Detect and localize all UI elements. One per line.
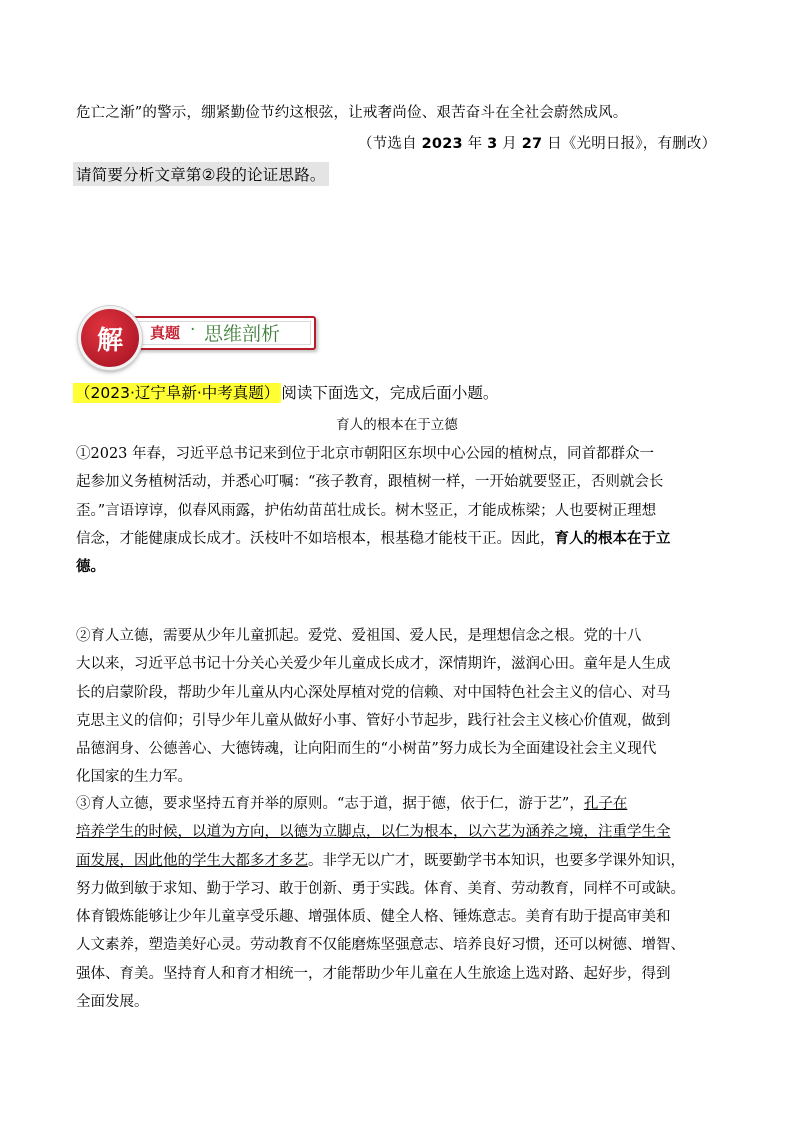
bold-thesis: 育人的根本在于立 (554, 529, 671, 547)
exam-intro (73, 381, 498, 403)
section-banner (74, 306, 324, 362)
banner-red-text: 真题 (150, 324, 181, 342)
underlined-text: 面发展，因此他的学生大都多才多艺 (76, 852, 308, 869)
banner-label-box (126, 316, 316, 350)
underlined-text: 孔子在 (583, 796, 628, 812)
exam-source-tag: （2023·辽宁阜新·中考真题） (75, 384, 280, 402)
banner-green-text: 思维剖析 (204, 323, 281, 345)
banner-badge-char: 解 (96, 325, 123, 356)
paragraph-1: ①2023 年春，习近平总书记来到位于北京市朝阳区东坝中心公园的植树点，同首都群众一 起参加义务植树活动，并悉心叮嘱：“孩子教育，跟植树一样，一开始就要竖正，否则就会长 歪。”言语谆谆，似春风雨露，护佑幼苗茁壮成长。树木竖正，才能成栋梁；人也要树正理想 信念，才能健康成长成才。沃枝叶不如培根本，根基稳才能枝干正。因此，育人的根本在于立 德。 (76, 440, 722, 581)
paragraph-2: ②育人立德，需要从少年儿童抓起。爱党、爱祖国、爱人民，是理想信念之根。党的十八 大以来，习近平总书记十分关心关爱少年儿童成长成才，深情期许，滋润心田。童年是人生成 长的启蒙阶段，帮助少年儿童从内心深处厚植对党的信赖、对中国特色社会主义的信心、对马 克思主义的信仰；引导少年儿童从做好小事、管好小节起步，践行社会主义核心价值观，做到 品德润身、公德善心、大德铸魂，让向阳而生的“小树苗”努力成长为全面建设社会主义现代 化国家的生力军。 (76, 628, 671, 786)
article-title: 育人的根本在于立德 (336, 417, 458, 433)
underlined-text: 注重学生全 (598, 824, 671, 841)
exam-instruction: 阅读下面选文，完成后面小题。 (281, 384, 499, 402)
source-citation: （节选自 2023 年 3 月 27 日《光明日报》，有删改） (358, 136, 717, 152)
continued-text-line: 危亡之渐”的警示，绷紧勤俭节约这根弦，让戒奢尚俭、艰苦奋斗在全社会蔚然成风。 (76, 105, 628, 121)
question-prompt: 请简要分析文章第②段的论证思路。 (73, 162, 329, 186)
banner-dot: · (190, 320, 196, 340)
bold-thesis-end: 德。 (76, 558, 105, 576)
underlined-text: 培养学生的时候，以道为方向，以德为立脚点，以仁为根本，以六艺为涵养之境， (76, 824, 598, 841)
banner-badge-icon (78, 306, 142, 370)
paragraph-3: ③育人立德，要求坚持五育并举的原则。“志于道，据于德，依于仁，游于艺”，孔子在 培养学生的时候，以道为方向，以德为立脚点，以仁为根本，以六艺为涵养之境，注重学生全 面发展，因此他的学生大都多才多艺。非学无以广才，既要勤学书本知识，也要多学课外知识， 努力做到敏于求知、勤于学习、敢于创新、勇于实践。体育、美育、劳动教育，同样不可或缺。 体育锻炼能够让少年儿童享受乐趣、增强体质、健全人格、锤炼意志。美育有助于提高审美和 人文素养，塑造美好心灵。劳动教育不仅能磨炼坚强意志、培养良好习惯，还可以树德、增智、 强体、育美。坚持育人和育才相统一，才能帮助少年儿童在人生旅途上选对路、起好步，得到 全面发展。 (76, 796, 685, 1011)
